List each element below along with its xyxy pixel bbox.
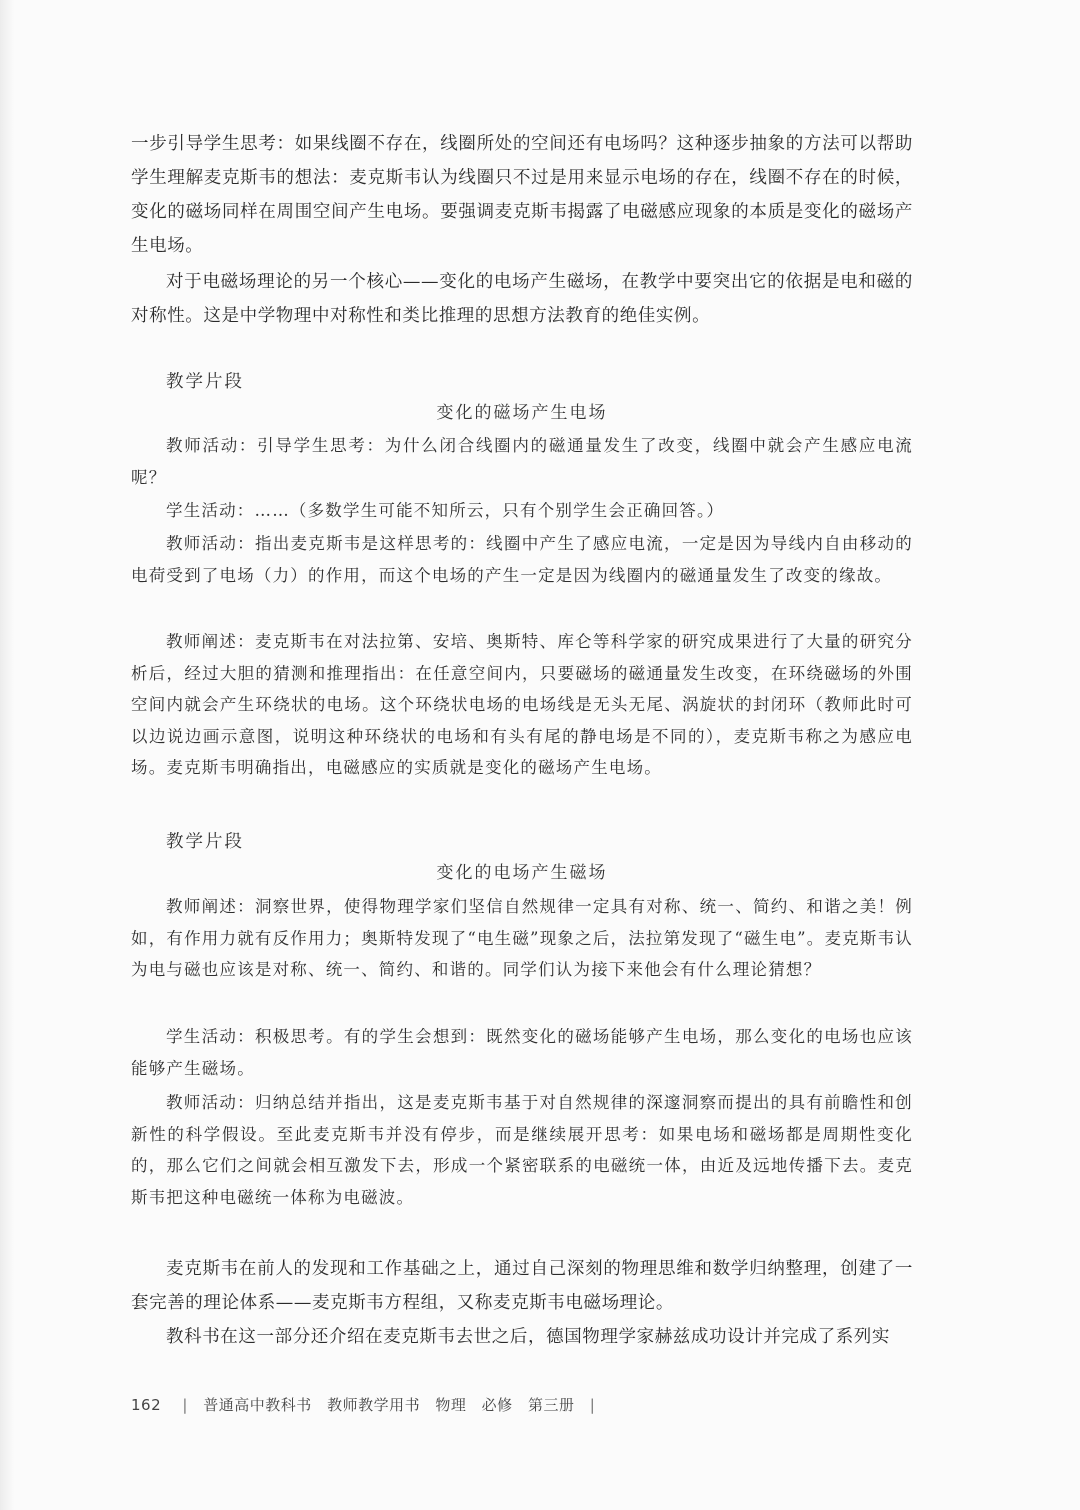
page-number: 162 xyxy=(131,1396,162,1414)
fragment1-paragraph-1: 教师活动：引导学生思考：为什么闭合线圈内的磁通量发生了改变，线圈中就会产生感应电流呢？ xyxy=(131,436,913,487)
fragment1-heading: 教学片段 xyxy=(166,372,244,392)
body-paragraph-4: 教科书在这一部分还介绍在麦克斯韦去世之后，德国物理学家赫兹成功设计并完成了系列实 xyxy=(166,1327,890,1347)
fragment1-paragraph-2: 学生活动：……（多数学生可能不知所云，只有个别学生会正确回答。） xyxy=(166,501,725,520)
fragment1-title: 变化的磁场产生电场 xyxy=(436,403,608,423)
fragment2-paragraph-3: 教师活动：归纳总结并指出，这是麦克斯韦基于对自然规律的深邃洞察而提出的具有前瞻性和创新性的科学假设。至此麦克斯韦并没有停步，而是继续展开思考：如果电场和磁场都是周期性变化的，那么它们之间就会相互激发下去，形成一个紧密联系的电磁统一体，由近及远地传播下去。麦克斯韦把这种电磁统一体称为电磁波。 xyxy=(131,1093,913,1207)
footer-book-type: 教师教学用书 xyxy=(327,1396,421,1414)
page-footer xyxy=(131,1394,595,1415)
footer-level: 必修 xyxy=(481,1396,513,1414)
body-paragraph-2: 对于电磁场理论的另一个核心——变化的电场产生磁场，在教学中要突出它的依据是电和磁的对称性。这是中学物理中对称性和类比推理的思想方法教育的绝佳实例。 xyxy=(131,272,913,326)
body-paragraph-3: 麦克斯韦在前人的发现和工作基础之上，通过自己深刻的物理思维和数学归纳整理，创建了一套完善的理论体系——麦克斯韦方程组，又称麦克斯韦电磁场理论。 xyxy=(131,1259,913,1313)
footer-end-separator: | xyxy=(589,1396,596,1414)
fragment2-paragraph-1: 教师阐述：洞察世界，使得物理学家们坚信自然规律一定具有对称、统一、简约、和谐之美！例如，有作用力就有反作用力；奥斯特发现了“电生磁”现象之后，法拉第发现了“磁生电”。麦克斯韦认为电与磁也应该是对称、统一、简约、和谐的。同学们认为接下来他会有什么理论猜想？ xyxy=(131,897,913,979)
footer-volume: 第三册 xyxy=(527,1396,575,1414)
body-paragraph-1: 一步引导学生思考：如果线圈不存在，线圈所处的空间还有电场吗？这种逐步抽象的方法可以帮助学生理解麦克斯韦的想法：麦克斯韦认为线圈只不过是用来显示电场的存在，线圈不存在的时候，变化的磁场同样在周围空间产生电场。要强调麦克斯韦揭露了电磁感应现象的本质是变化的磁场产生电场。 xyxy=(131,134,913,256)
page-binding-edge xyxy=(0,0,14,1510)
footer-book-series: 普通高中教科书 xyxy=(203,1396,312,1414)
fragment1-paragraph-4: 教师阐述：麦克斯韦在对法拉第、安培、奥斯特、库仑等科学家的研究成果进行了大量的研究分析后，经过大胆的猜测和推理指出：在任意空间内，只要磁场的磁通量发生改变，在环绕磁场的外围空间内就会产生环绕状的电场。这个环绕状电场的电场线是无头无尾、涡旋状的封闭环（教师此时可以边说边画示意图，说明这种环绕状的电场和有头有尾的静电场是不同的），麦克斯韦称之为感应电场。麦克斯韦明确指出，电磁感应的实质就是变化的磁场产生电场。 xyxy=(131,632,913,777)
fragment1-paragraph-3: 教师活动：指出麦克斯韦是这样思考的：线圈中产生了感应电流，一定是因为导线内自由移动的电荷受到了电场（力）的作用，而这个电场的产生一定是因为线圈内的磁通量发生了改变的缘故。 xyxy=(131,534,913,585)
fragment2-heading: 教学片段 xyxy=(166,832,244,852)
fragment2-title: 变化的电场产生磁场 xyxy=(436,863,608,883)
footer-separator: | xyxy=(182,1396,188,1414)
footer-subject: 物理 xyxy=(435,1396,467,1414)
fragment2-paragraph-2: 学生活动：积极思考。有的学生会想到：既然变化的磁场能够产生电场，那么变化的电场也应该能够产生磁场。 xyxy=(131,1027,913,1078)
